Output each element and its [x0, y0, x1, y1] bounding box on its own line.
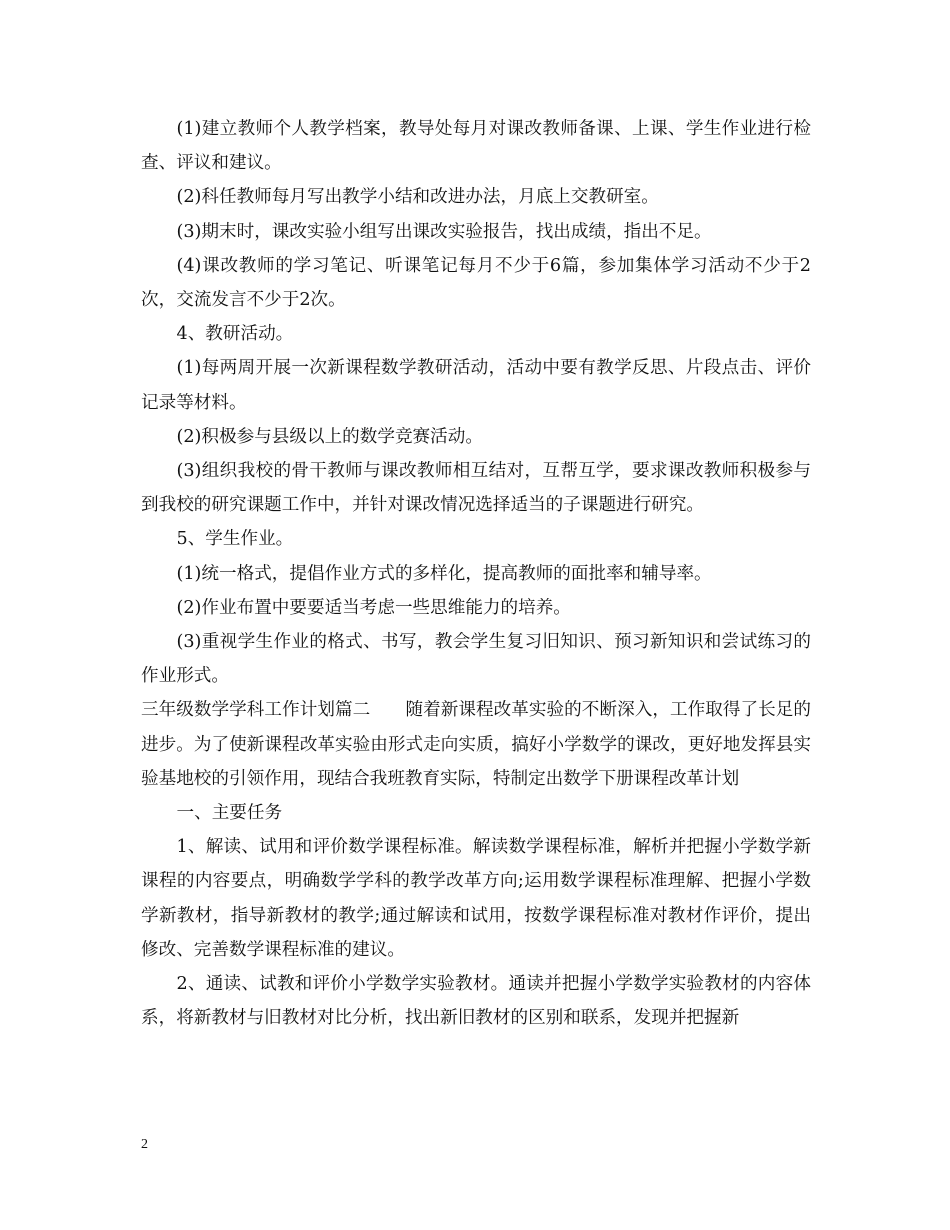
paragraph: (2)科任教师每月写出教学小结和改进办法，月底上交教研室。 [176, 187, 659, 208]
paragraph: (2)作业布置中要要适当考虑一些思维能力的培养。 [176, 597, 571, 618]
paragraph: (1)建立教师个人教学档案，教导处每月对课改教师备课、上课、学生作业进行检查、评议和建议。 [141, 119, 811, 174]
paragraph: (3)期末时，课改实验小组写出课改实验报告，找出成绩，指出不足。 [176, 221, 712, 242]
paragraph: (1)每两周开展一次新课程数学教研活动，活动中要有教学反思、片段点击、评价记录等材料。 [141, 358, 811, 413]
paragraph: (3)重视学生作业的格式、书写，教会学生复习旧知识、预习新知识和尝试练习的作业形式。 [141, 632, 811, 687]
paragraph: (4)课改教师的学习笔记、听课笔记每月不少于6篇，参加集体学习活动不少于2次，交流发言不少于2次。 [141, 255, 811, 311]
section-heading: 一、主要任务 [176, 803, 283, 824]
paragraph: (2)积极参与县级以上的数学竞赛活动。 [176, 426, 483, 447]
paragraph: (3)组织我校的骨干教师与课改教师相互结对，互帮互学，要求课改教师积极参与到我校的研究课题工作中，并针对课改情况选择适当的子课题进行研究。 [141, 461, 811, 516]
section-heading: 5、学生作业。 [176, 529, 294, 550]
paragraph: 1、解读、试用和评价数学课程标准。解读数学课程标准，解析并把握小学数学新课程的内容要点，明确数学学科的教学改革方向;运用数学课程标准理解、把握小学数学新教材，指导新教材的教学;通过解读和试用，按数学课程标准对教材作评价，提出修改、完善数学课程标准的建议。 [141, 837, 811, 960]
document-body [141, 112, 811, 1035]
page-number: 2 [141, 1137, 148, 1152]
paragraph: (1)统一格式，提倡作业方式的多样化，提高教师的面批率和辅导率。 [176, 563, 712, 584]
section-heading: 4、教研活动。 [176, 324, 294, 345]
article-title-paragraph: 三年级数学学科工作计划篇二 随着新课程改革实验的不断深入，工作取得了长足的进步。为了使新课程改革实验由形式走向实质，搞好小学数学的课改，更好地发挥县实验基地校的引领作用，现结合我班教育实际，特制定出数学下册课程改革计划 [141, 700, 811, 789]
paragraph: 2、通读、试教和评价小学数学实验教材。通读并把握小学数学实验教材的内容体系，将新教材与旧教材对比分析，找出新旧教材的区别和联系，发现并把握新 [141, 974, 811, 1029]
